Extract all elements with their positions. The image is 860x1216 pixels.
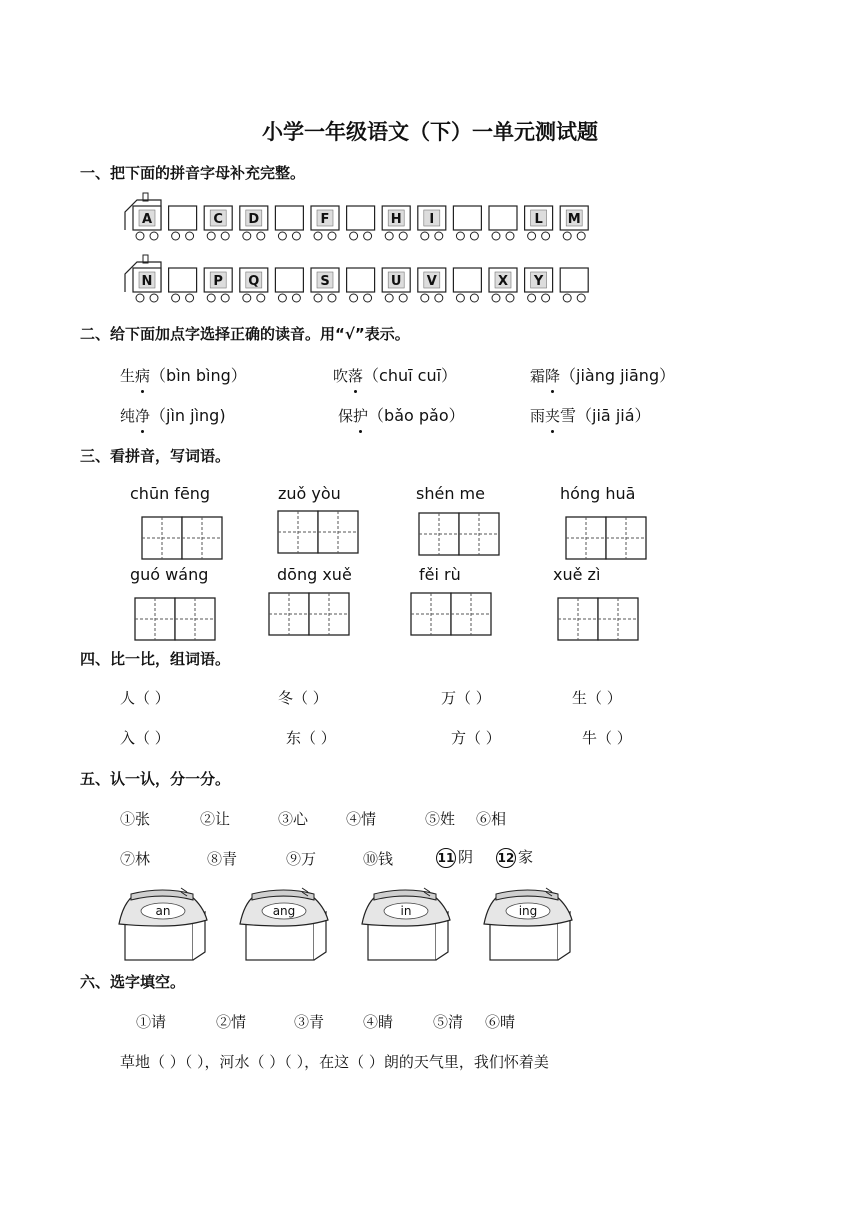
train-letter: N xyxy=(141,274,153,289)
section-2-heading: 二、给下面加点字选择正确的读音。用“√”表示。 xyxy=(80,325,410,343)
option-item: ④睛 xyxy=(363,1013,394,1031)
train-letter: S xyxy=(320,274,330,289)
train-letter-box xyxy=(382,206,410,240)
char-item: 11 阴 xyxy=(437,848,474,866)
train-empty-box[interactable] xyxy=(489,206,517,240)
char-item: ⑥相 xyxy=(476,810,507,828)
section-3-heading: 三、看拼音，写词语。 xyxy=(80,447,231,465)
train-letter-box xyxy=(525,206,553,240)
train-letter-box xyxy=(489,268,517,302)
reading-item-3: 霜降（jiàng jiāng） xyxy=(530,366,676,385)
pinyin-word: fěi rù xyxy=(419,565,461,584)
word-pair-item: 冬（ ） xyxy=(278,689,328,707)
writing-grid[interactable] xyxy=(134,597,216,641)
writing-grid[interactable] xyxy=(565,516,647,560)
pinyin-word: xuě zì xyxy=(553,565,601,584)
writing-grid[interactable] xyxy=(410,592,492,636)
reading-item-4: 纯净（jìn jìng) xyxy=(120,406,226,425)
train-letter: I xyxy=(429,212,435,227)
writing-grid[interactable] xyxy=(141,516,225,560)
section-1-heading: 一、把下面的拼音字母补充完整。 xyxy=(80,164,306,182)
char-item: ①张 xyxy=(120,810,151,828)
char-item: ⑨万 xyxy=(286,850,317,868)
train-letter: U xyxy=(390,274,402,289)
train-letter: Y xyxy=(533,274,544,289)
writing-grid[interactable] xyxy=(418,512,500,556)
word-pair-item: 东（ ） xyxy=(286,729,336,747)
pinyin-word: chūn fēng xyxy=(130,484,211,503)
train-empty-box[interactable] xyxy=(347,206,375,240)
char-item: ⑩钱 xyxy=(363,850,394,868)
section-5-heading: 五、认一认，分一分。 xyxy=(80,770,231,788)
page-title: 小学一年级语文（下）一单元测试题 xyxy=(262,120,598,144)
char-item: ④情 xyxy=(346,810,377,828)
train-letter: A xyxy=(141,212,153,227)
option-item: ③青 xyxy=(294,1013,325,1031)
train-letter-box xyxy=(125,193,161,240)
train-letter: Q xyxy=(248,274,260,289)
train-empty-box[interactable] xyxy=(453,268,481,302)
train-letter: D xyxy=(248,212,260,227)
pinyin-word: dōng xuě xyxy=(277,565,352,584)
alphabet-train-1 xyxy=(120,192,600,248)
train-letter-box xyxy=(418,206,446,240)
reading-item-5: 保护（bǎo pǎo） xyxy=(338,406,465,425)
char-item: ③心 xyxy=(278,810,309,828)
house-ing xyxy=(482,882,576,964)
option-item: ①请 xyxy=(136,1013,167,1031)
option-item: ②情 xyxy=(216,1013,247,1031)
section-4-heading: 四、比一比，组词语。 xyxy=(80,650,231,668)
pinyin-word: zuǒ yòu xyxy=(278,484,341,503)
house-ang xyxy=(238,882,332,964)
train-empty-box[interactable] xyxy=(453,206,481,240)
train-letter-box xyxy=(204,206,232,240)
house-label: ang xyxy=(272,904,296,918)
train-letter-box xyxy=(240,268,268,302)
word-pair-item: 入（ ） xyxy=(120,729,170,747)
pinyin-word: hóng huā xyxy=(560,484,636,503)
writing-grid[interactable] xyxy=(557,597,639,641)
train-letter-box xyxy=(382,268,410,302)
word-pair-item: 人（ ） xyxy=(120,689,170,707)
pinyin-word: guó wáng xyxy=(130,565,209,584)
char-item: ②让 xyxy=(200,810,231,828)
train-empty-box[interactable] xyxy=(275,206,303,240)
train-letter: H xyxy=(390,212,402,227)
train-letter-box xyxy=(204,268,232,302)
train-letter: X xyxy=(497,274,509,289)
word-pair-item: 万（ ） xyxy=(441,689,491,707)
char-item: ⑧青 xyxy=(207,850,238,868)
house-an xyxy=(117,882,211,964)
house-in xyxy=(360,882,454,964)
option-item: ⑥晴 xyxy=(485,1013,516,1031)
train-letter-box xyxy=(418,268,446,302)
train-letter-box xyxy=(311,268,339,302)
train-letter: L xyxy=(534,212,543,227)
writing-grid[interactable] xyxy=(277,510,359,554)
writing-grid[interactable] xyxy=(268,592,350,636)
train-empty-box[interactable] xyxy=(560,268,588,302)
reading-item-1: 生病（bìn bìng） xyxy=(120,366,247,385)
train-letter: C xyxy=(213,212,223,227)
reading-item-2: 吹落（chuī cuī） xyxy=(333,366,458,385)
section-6-heading: 六、选字填空。 xyxy=(80,973,186,991)
train-letter: F xyxy=(320,212,330,227)
train-letter-box xyxy=(525,268,553,302)
train-letter-box xyxy=(125,255,161,302)
train-letter-box xyxy=(240,206,268,240)
word-pair-item: 生（ ） xyxy=(572,689,622,707)
house-label: in xyxy=(400,904,412,918)
train-letter: V xyxy=(426,274,437,289)
char-item: ⑤姓 xyxy=(425,810,456,828)
word-pair-item: 方（ ） xyxy=(451,729,501,747)
word-pair-item: 牛（ ） xyxy=(582,729,632,747)
train-letter-box xyxy=(560,206,588,240)
train-letter-box xyxy=(311,206,339,240)
option-item: ⑤清 xyxy=(433,1013,464,1031)
alphabet-train-2 xyxy=(120,254,600,310)
fill-sentence: 草地（ ）（ ），河水（ ）（ ），在这（ ）朗的天气里，我们怀着美 xyxy=(120,1053,549,1071)
train-letter: M xyxy=(567,212,581,227)
house-label: an xyxy=(155,904,171,918)
train-empty-box[interactable] xyxy=(275,268,303,302)
char-item: ⑦林 xyxy=(120,850,151,868)
train-empty-box[interactable] xyxy=(169,206,197,240)
train-empty-box[interactable] xyxy=(347,268,375,302)
train-letter: P xyxy=(213,274,223,289)
pinyin-word: shén me xyxy=(416,484,485,503)
reading-item-6: 雨夹雪（jiā jiá） xyxy=(530,406,651,425)
train-empty-box[interactable] xyxy=(169,268,197,302)
char-item: 12 家 xyxy=(497,848,534,866)
house-label: ing xyxy=(518,904,538,918)
